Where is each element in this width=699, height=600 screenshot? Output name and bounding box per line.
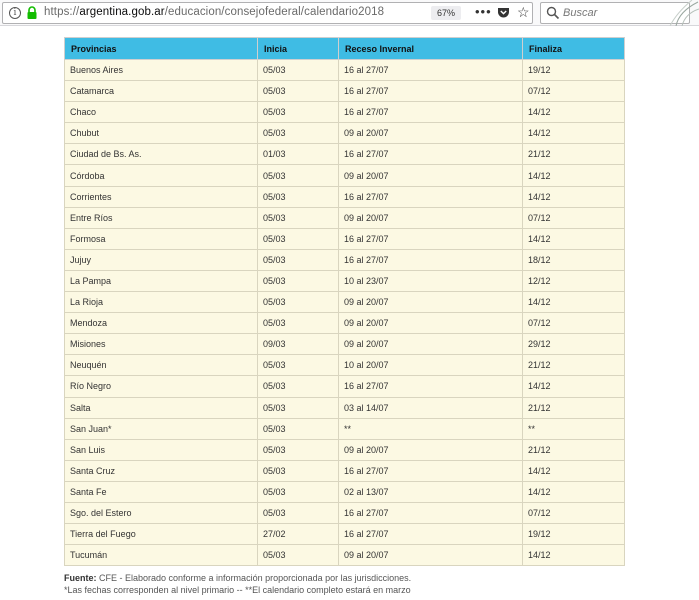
winter-break-cell: 16 al 27/07 — [339, 81, 523, 102]
table-row — [65, 524, 625, 545]
end-cell: 14/12 — [523, 186, 625, 207]
province-cell: Tucumán — [65, 545, 258, 566]
start-cell: 05/03 — [258, 376, 339, 397]
winter-break-cell: 16 al 27/07 — [339, 460, 523, 481]
url-scheme: https:// — [44, 6, 80, 18]
url-bar[interactable] — [2, 2, 533, 24]
end-cell: 21/12 — [523, 439, 625, 460]
winter-break-cell: 02 al 13/07 — [339, 481, 523, 502]
end-cell: 29/12 — [523, 334, 625, 355]
province-cell: Chaco — [65, 102, 258, 123]
end-cell: 14/12 — [523, 545, 625, 566]
table-row — [65, 270, 625, 291]
table-row — [65, 123, 625, 144]
province-cell: San Juan* — [65, 418, 258, 439]
table-row — [65, 439, 625, 460]
table-row — [65, 292, 625, 313]
winter-break-cell: ** — [339, 418, 523, 439]
winter-break-cell: 09 al 20/07 — [339, 207, 523, 228]
header-inicia: Inicia — [258, 38, 339, 60]
end-cell: 07/12 — [523, 502, 625, 523]
lock-icon[interactable] — [26, 6, 38, 20]
province-cell: Formosa — [65, 228, 258, 249]
end-cell: 14/12 — [523, 228, 625, 249]
winter-break-cell: 16 al 27/07 — [339, 524, 523, 545]
start-cell: 05/03 — [258, 439, 339, 460]
province-cell: Ciudad de Bs. As. — [65, 144, 258, 165]
table-header-row — [65, 38, 625, 60]
start-cell: 05/03 — [258, 102, 339, 123]
province-cell: Salta — [65, 397, 258, 418]
header-receso-invernal: Receso Invernal — [339, 38, 523, 60]
winter-break-cell: 16 al 27/07 — [339, 60, 523, 81]
province-cell: Tierra del Fuego — [65, 524, 258, 545]
source-text: CFE - Elaborado conforme a información proporcionada por las jurisdicciones. — [96, 573, 412, 583]
end-cell: 14/12 — [523, 292, 625, 313]
table-row — [65, 207, 625, 228]
table-row — [65, 81, 625, 102]
province-cell: Santa Cruz — [65, 460, 258, 481]
pocket-icon[interactable] — [497, 6, 510, 19]
province-cell: Santa Fe — [65, 481, 258, 502]
end-cell: ** — [523, 418, 625, 439]
province-cell: Misiones — [65, 334, 258, 355]
start-cell: 05/03 — [258, 270, 339, 291]
winter-break-cell: 09 al 20/07 — [339, 123, 523, 144]
start-cell: 05/03 — [258, 355, 339, 376]
table-row — [65, 249, 625, 270]
browser-toolbar — [0, 0, 699, 26]
province-cell: Sgo. del Estero — [65, 502, 258, 523]
table-row — [65, 60, 625, 81]
start-cell: 05/03 — [258, 81, 339, 102]
start-cell: 05/03 — [258, 123, 339, 144]
url-text[interactable] — [44, 6, 384, 18]
winter-break-cell: 03 al 14/07 — [339, 397, 523, 418]
end-cell: 21/12 — [523, 355, 625, 376]
header-provincias: Provincias — [65, 38, 258, 60]
winter-break-cell: 16 al 27/07 — [339, 249, 523, 270]
winter-break-cell: 09 al 20/07 — [339, 439, 523, 460]
province-cell: Mendoza — [65, 313, 258, 334]
province-cell: Buenos Aires — [65, 60, 258, 81]
start-cell: 05/03 — [258, 249, 339, 270]
province-cell: Corrientes — [65, 186, 258, 207]
header-finaliza: Finaliza — [523, 38, 625, 60]
end-cell: 14/12 — [523, 460, 625, 481]
table-row — [65, 355, 625, 376]
province-cell: La Rioja — [65, 292, 258, 313]
end-cell: 14/12 — [523, 123, 625, 144]
start-cell: 05/03 — [258, 397, 339, 418]
winter-break-cell: 16 al 27/07 — [339, 376, 523, 397]
start-cell: 05/03 — [258, 502, 339, 523]
table-row — [65, 376, 625, 397]
winter-break-cell: 10 al 23/07 — [339, 270, 523, 291]
end-cell: 19/12 — [523, 524, 625, 545]
school-calendar-table — [64, 37, 625, 566]
end-cell: 07/12 — [523, 313, 625, 334]
url-path: /educacion/consejofederal/calendario2018 — [164, 6, 385, 18]
start-cell: 05/03 — [258, 165, 339, 186]
table-row — [65, 144, 625, 165]
table-row — [65, 334, 625, 355]
end-cell: 07/12 — [523, 81, 625, 102]
start-cell: 27/02 — [258, 524, 339, 545]
star-icon[interactable]: ☆ — [517, 4, 530, 20]
province-cell: La Pampa — [65, 270, 258, 291]
start-cell: 05/03 — [258, 481, 339, 502]
end-cell: 21/12 — [523, 144, 625, 165]
start-cell: 05/03 — [258, 60, 339, 81]
winter-break-cell: 09 al 20/07 — [339, 545, 523, 566]
table-row — [65, 186, 625, 207]
winter-break-cell: 09 al 20/07 — [339, 313, 523, 334]
end-cell: 21/12 — [523, 397, 625, 418]
province-cell: San Luis — [65, 439, 258, 460]
url-host: argentina.gob.ar — [79, 6, 165, 18]
table-row — [65, 545, 625, 566]
winter-break-cell: 09 al 20/07 — [339, 165, 523, 186]
more-actions-icon[interactable]: ••• — [475, 4, 492, 19]
table-row — [65, 228, 625, 249]
source-label: Fuente: — [64, 573, 97, 583]
province-cell: Catamarca — [65, 81, 258, 102]
end-cell: 19/12 — [523, 60, 625, 81]
end-cell: 12/12 — [523, 270, 625, 291]
end-cell: 07/12 — [523, 207, 625, 228]
winter-break-cell: 16 al 27/07 — [339, 102, 523, 123]
table-row — [65, 165, 625, 186]
winter-break-cell: 09 al 20/07 — [339, 334, 523, 355]
table-row — [65, 313, 625, 334]
page-content — [0, 26, 699, 600]
province-cell: Chubut — [65, 123, 258, 144]
start-cell: 01/03 — [258, 144, 339, 165]
winter-break-cell: 16 al 27/07 — [339, 186, 523, 207]
start-cell: 05/03 — [258, 228, 339, 249]
end-cell: 14/12 — [523, 481, 625, 502]
start-cell: 05/03 — [258, 460, 339, 481]
table-row — [65, 397, 625, 418]
table-row — [65, 481, 625, 502]
start-cell: 05/03 — [258, 418, 339, 439]
start-cell: 09/03 — [258, 334, 339, 355]
province-cell: Río Negro — [65, 376, 258, 397]
table-row — [65, 460, 625, 481]
province-cell: Entre Ríos — [65, 207, 258, 228]
info-icon[interactable]: i — [9, 7, 21, 19]
winter-break-cell: 10 al 20/07 — [339, 355, 523, 376]
province-cell: Neuquén — [65, 355, 258, 376]
source-note — [64, 572, 411, 584]
start-cell: 05/03 — [258, 545, 339, 566]
dates-note: *Las fechas corresponden al nivel primario -- **El calendario completo estará en marzo — [64, 585, 411, 595]
start-cell: 05/03 — [258, 313, 339, 334]
table-row — [65, 502, 625, 523]
winter-break-cell: 16 al 27/07 — [339, 144, 523, 165]
search-icon — [546, 6, 560, 20]
end-cell: 14/12 — [523, 165, 625, 186]
start-cell: 05/03 — [258, 207, 339, 228]
start-cell: 05/03 — [258, 292, 339, 313]
table-row — [65, 102, 625, 123]
province-cell: Jujuy — [65, 249, 258, 270]
end-cell: 14/12 — [523, 102, 625, 123]
winter-break-cell: 09 al 20/07 — [339, 292, 523, 313]
start-cell: 05/03 — [258, 186, 339, 207]
footnotes — [64, 572, 411, 596]
province-cell: Córdoba — [65, 165, 258, 186]
table-row — [65, 418, 625, 439]
end-cell: 14/12 — [523, 376, 625, 397]
zoom-level-button[interactable]: 67% — [431, 6, 461, 20]
plant-decoration-icon — [656, 0, 699, 26]
winter-break-cell: 16 al 27/07 — [339, 228, 523, 249]
winter-break-cell: 16 al 27/07 — [339, 502, 523, 523]
end-cell: 18/12 — [523, 249, 625, 270]
